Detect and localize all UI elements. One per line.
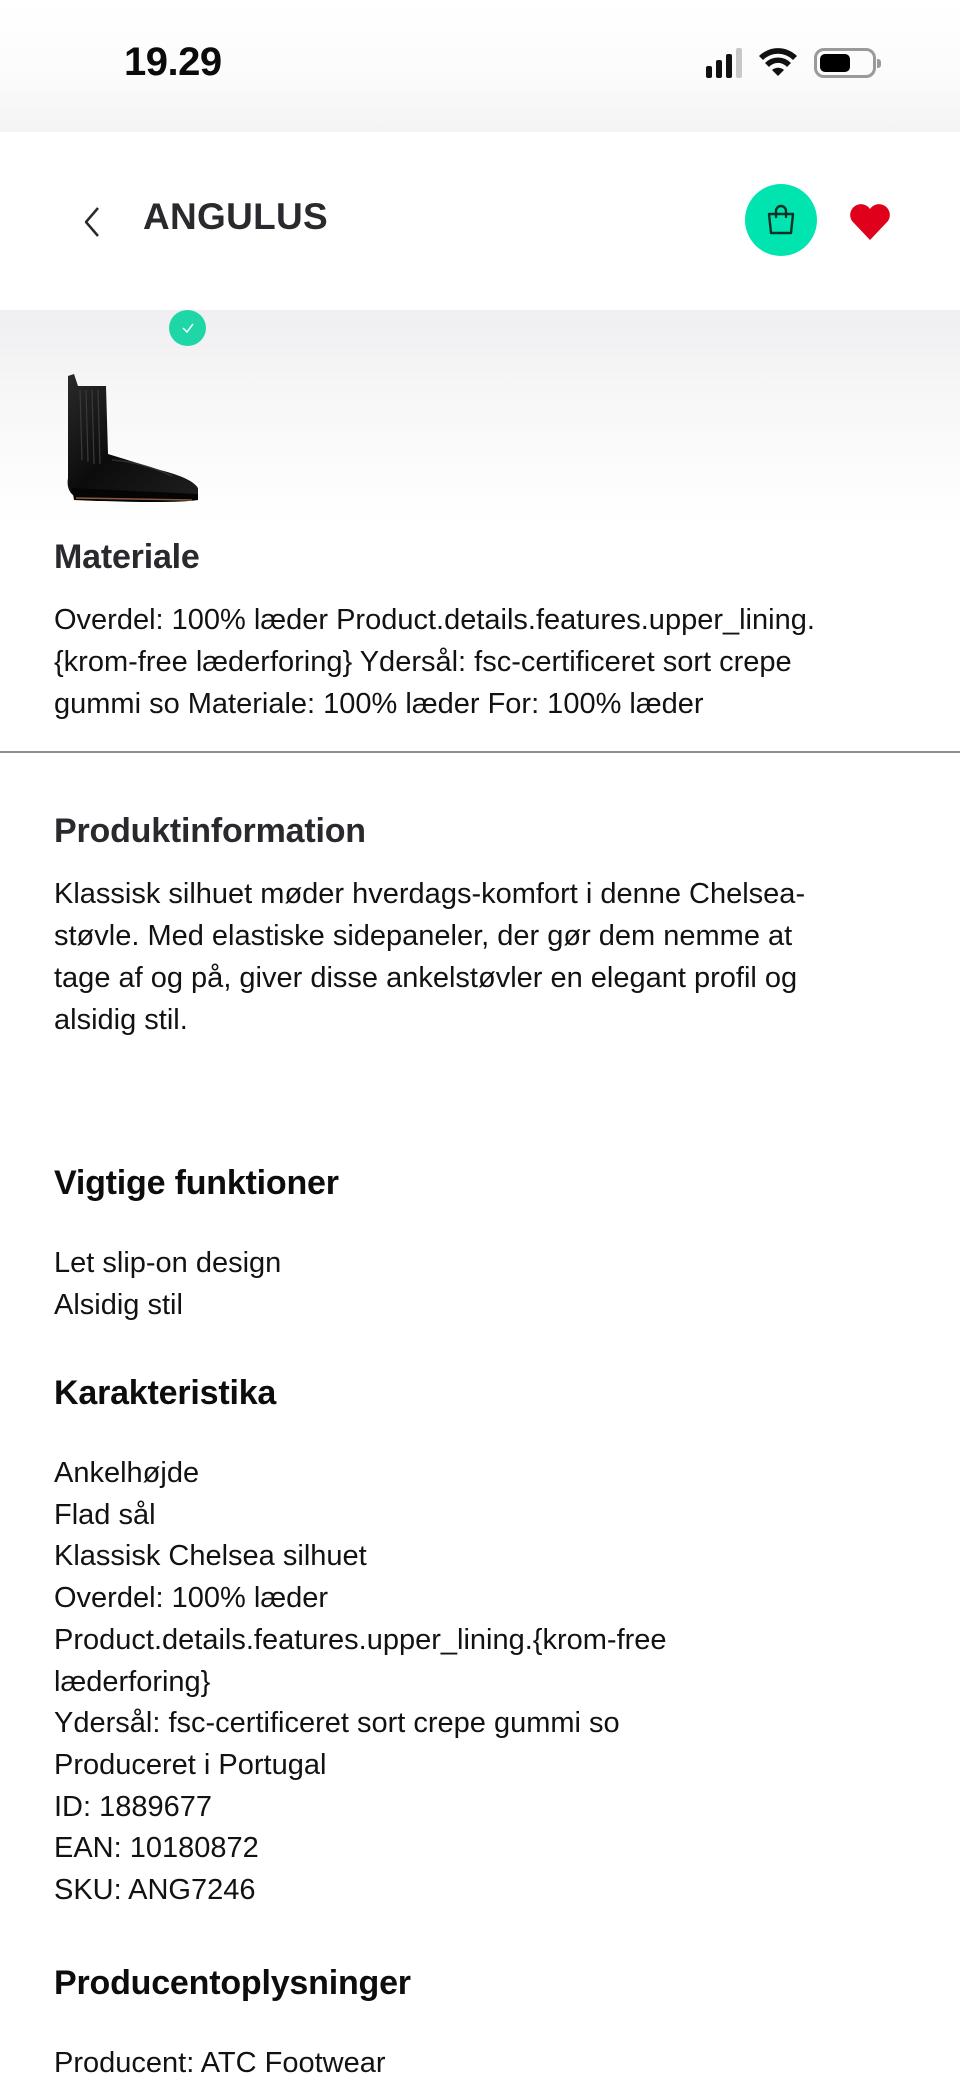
feature-item: Let slip-on design [54, 1247, 282, 1279]
product-info-line: Klassisk silhuet møder hverdags-komfort i denne Chelsea- [54, 878, 806, 910]
product-ean: EAN: 10180872 [54, 1832, 259, 1865]
product-thumbnail[interactable] [52, 350, 212, 510]
manufacturer-title: Producentoplysninger [54, 1964, 411, 2002]
characteristic-item: læderforing} [54, 1665, 211, 1698]
key-features-title: Vigtige funktioner [54, 1164, 339, 1202]
product-sku: SKU: ANG7246 [54, 1874, 256, 1907]
characteristics-title: Karakteristika [54, 1374, 277, 1412]
product-info-line: tage af og på, giver disse ankelstøvler en elegant profil og [54, 962, 798, 994]
app-header [0, 132, 960, 310]
material-line: {krom-free læderforing} Ydersål: fsc-certificeret sort crepe [54, 646, 792, 678]
chevron-left-icon [76, 198, 110, 244]
shopping-bag-icon [764, 203, 798, 237]
characteristic-item: Klassisk Chelsea silhuet [54, 1540, 367, 1573]
checkmark-icon [180, 320, 196, 336]
product-image-strip [0, 310, 960, 525]
status-time: 19.29 [124, 40, 222, 84]
status-icons [706, 48, 876, 78]
product-info-line: støvle. Med elastiske sidepaneler, der gør dem nemme at [54, 920, 793, 952]
heart-icon [846, 200, 894, 244]
boot-image [52, 350, 212, 510]
favorite-button[interactable] [846, 200, 894, 244]
characteristic-item: Overdel: 100% læder [54, 1582, 329, 1615]
material-title: Materiale [54, 538, 200, 576]
characteristic-item: Ydersål: fsc-certificeret sort crepe gummi so [54, 1707, 620, 1740]
product-info-line: alsidig stil. [54, 1004, 188, 1036]
cellular-signal-icon [706, 48, 742, 78]
material-section [54, 538, 914, 725]
material-line: gummi so Materiale: 100% læder For: 100% læder [54, 688, 704, 720]
characteristics-section [54, 1374, 914, 1912]
characteristic-item: Product.details.features.upper_lining.{krom-free [54, 1623, 667, 1656]
feature-item: Alsidig stil [54, 1288, 183, 1321]
section-divider [0, 751, 960, 753]
wifi-icon [758, 48, 798, 78]
characteristic-item: Produceret i Portugal [54, 1748, 327, 1781]
characteristic-item: Flad sål [54, 1498, 156, 1531]
material-line: Overdel: 100% læder Product.details.features.upper_lining. [54, 604, 815, 636]
product-id: ID: 1889677 [54, 1790, 213, 1823]
back-button[interactable] [76, 198, 110, 244]
manufacturer-item: Producent: ATC Footwear [54, 2047, 386, 2079]
brand-title[interactable]: ANGULUS [143, 196, 329, 237]
manufacturer-section [54, 1964, 914, 2081]
product-info-section [54, 812, 914, 1041]
characteristic-item: Ankelhøjde [54, 1457, 200, 1489]
status-bar [0, 0, 960, 132]
battery-icon [814, 48, 876, 78]
product-info-title: Produktinformation [54, 812, 366, 850]
shopping-bag-button[interactable] [745, 184, 817, 256]
key-features-section [54, 1164, 914, 1326]
selected-badge [169, 310, 206, 346]
